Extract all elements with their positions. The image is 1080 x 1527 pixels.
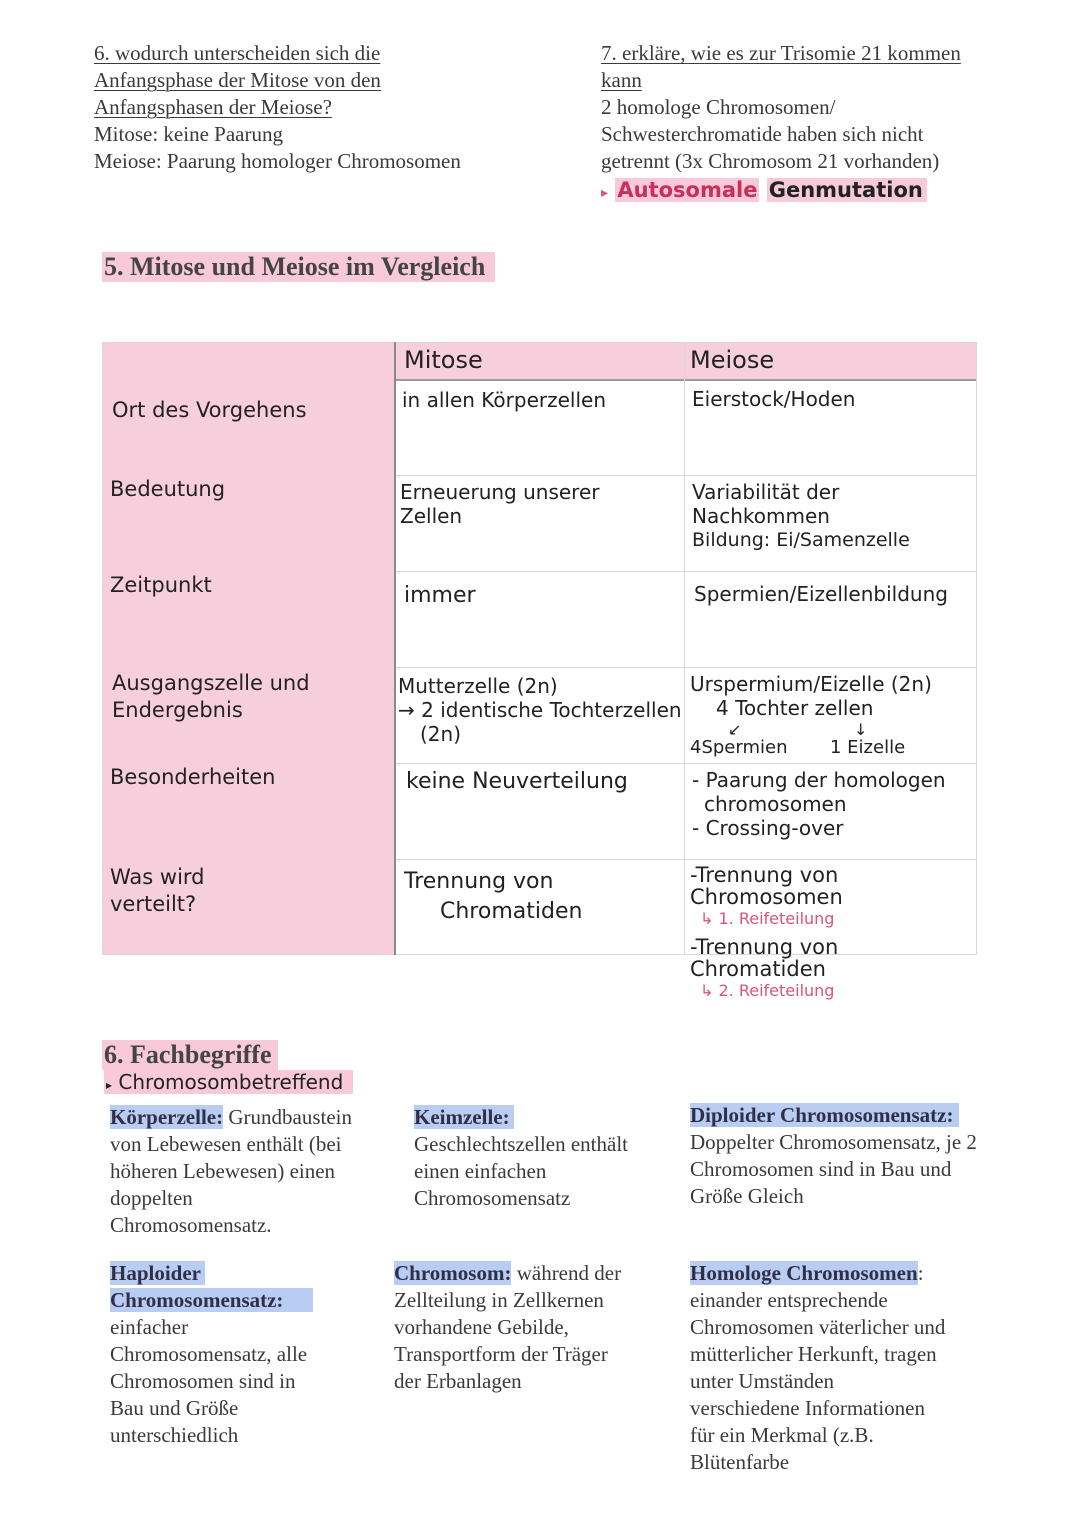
term-haploid: Haploider Chromosomensatz: einfacher Chromosomensatz, alle Chromosomen sind in Bau und Größe unterschiedlich xyxy=(110,1260,370,1449)
question-6-line: Anfangsphase der Mitose von den xyxy=(94,68,381,92)
question-6-line: Anfangsphasen der Meiose? xyxy=(94,95,332,119)
question-7 xyxy=(601,40,1041,207)
term-keimzelle: Keimzelle: Geschlechtszellen enthält einen einfachen Chromosomensatz xyxy=(414,1105,628,1210)
term-koerperzelle: Körperzelle: Grundbaustein von Lebewesen enthält (bei höheren Lebewesen) einen doppelten Chromosomensatz. xyxy=(110,1105,353,1237)
column-header-mitose: Mitose xyxy=(404,346,483,374)
mitose-location: in allen Körperzellen xyxy=(402,388,606,412)
term-chromosom: Chromosom: während der Zellteilung in Zellkernen vorhandene Gebilde, Transportform der Träger der Erbanlagen xyxy=(394,1261,622,1393)
arrow-down-icon: ↓ xyxy=(854,720,868,739)
answer-7-line: 2 homologe Chromosomen/ xyxy=(601,95,836,119)
meiose-time: Spermien/Eizellenbildung xyxy=(694,582,948,606)
comparison-table xyxy=(102,342,977,1000)
trisomy-note-text: Autosomale xyxy=(617,178,758,202)
row-label: Bedeutung xyxy=(110,477,226,501)
arrow-icon: ▸ xyxy=(601,185,609,201)
mitose-result: Mutterzelle (2n) → 2 identische Tochterzellen (2n) xyxy=(398,674,682,746)
question-7-line: kann xyxy=(601,68,642,92)
meiose-location: Eierstock/Hoden xyxy=(692,387,856,411)
answer-6-line: Mitose: keine Paarung xyxy=(94,122,283,146)
meiose-significance: Variabilität der Nachkommen Bildung: Ei/Samenzelle xyxy=(692,480,910,551)
arrow-icon: ▸ xyxy=(106,1078,113,1092)
question-7-line: 7. erkläre, wie es zur Trisomie 21 kommen xyxy=(601,41,961,65)
answer-7-line: getrennt (3x Chromosom 21 vorhanden) xyxy=(601,149,940,173)
trisomy-note-text-2: Genmutation xyxy=(767,178,927,202)
mitose-time: immer xyxy=(404,583,476,608)
section-6-title: 6. Fachbegriffe xyxy=(102,1040,278,1070)
section-5-title: 5. Mitose und Meiose im Vergleich xyxy=(102,252,495,282)
question-6 xyxy=(94,40,554,175)
row-label: Zeitpunkt xyxy=(110,573,212,597)
mitose-special: keine Neuverteilung xyxy=(406,769,628,794)
row-label: Ausgangszelle und Endergebnis xyxy=(112,671,310,722)
row-label: Was wird verteilt? xyxy=(110,865,205,916)
row-label: Besonderheiten xyxy=(110,765,276,789)
mitose-significance: Erneuerung unserer Zellen xyxy=(400,480,600,528)
term-homologe: Homologe Chromosomen: einander entsprechende Chromosomen väterlicher und mütterlicher Herkunft, tragen unter Umständen verschiedene Informationen für ein Merkmal (z.B. Blütenfarbe xyxy=(690,1261,946,1474)
answer-7-line: Schwesterchromatide haben sich nicht xyxy=(601,122,924,146)
trisomy-note xyxy=(601,177,1041,207)
section-6-subtitle: ▸ Chromosombetreffend xyxy=(104,1070,353,1094)
mitose-distributed: Trennung von Chromatiden xyxy=(404,869,583,924)
arrow-down-left-icon: ↙ xyxy=(728,720,742,739)
answer-6-line: Meiose: Paarung homologer Chromosomen xyxy=(94,149,461,173)
meiose-result: Urspermium/Eizelle (2n) 4 Tochter zellen ↙ ↓ 4Spermien 1 Eizelle xyxy=(690,672,932,758)
row-label: Ort des Vorgehens xyxy=(112,398,307,422)
question-6-line: 6. wodurch unterscheiden sich die xyxy=(94,41,381,65)
term-diploid: Diploider Chromosomensatz: Doppelter Chromosomensatz, je 2 Chromosomen sind in Bau und Größe Gleich xyxy=(690,1103,977,1208)
column-header-meiose: Meiose xyxy=(690,346,775,374)
meiose-special: - Paarung der homologen chromosomen - Crossing-over xyxy=(692,768,946,840)
meiose-distributed: -Trennung von Chromosomen ↳ 1. Reifeteilung -Trennung von Chromatiden ↳ 2. Reifeteilung xyxy=(690,863,843,1000)
